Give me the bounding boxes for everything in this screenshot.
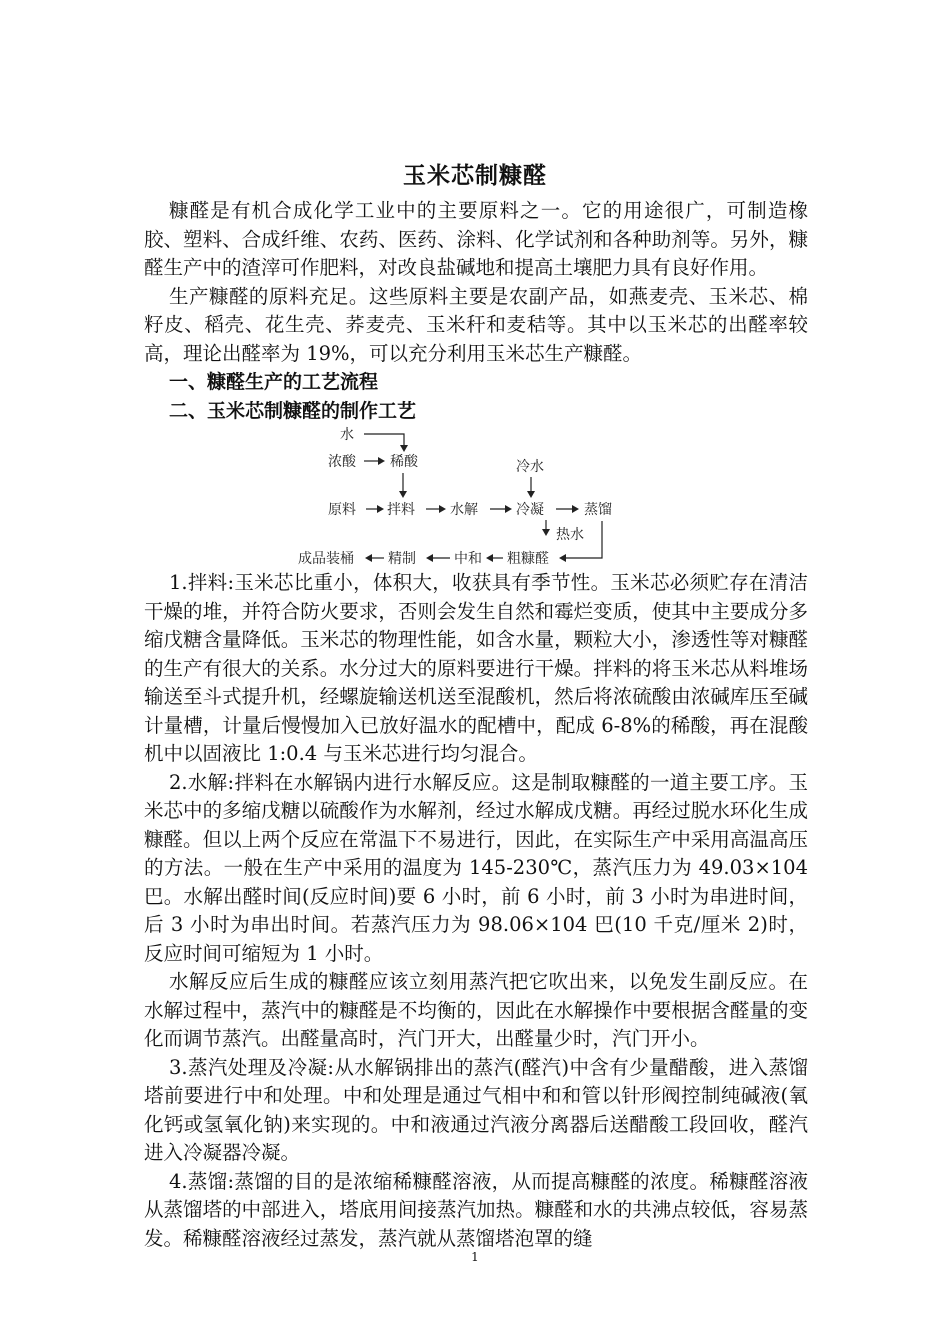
paragraph-intro-2: 生产糠醛的原料充足。这些原料主要是农副产品，如燕麦壳、玉米芯、棉籽皮、稻壳、花生壳、荞麦壳、玉米秆和麦秸等。其中以玉米芯的出醛率较高，理论出醛率为 19%，可以充分利用玉米芯生产糠醛。 bbox=[144, 284, 808, 365]
flow-node-mix: 拌料 bbox=[387, 502, 415, 518]
flow-arrowhead bbox=[559, 554, 566, 562]
flow-node-hot-water: 热水 bbox=[556, 527, 584, 543]
flow-node-hydrolysis: 水解 bbox=[450, 502, 478, 518]
flow-node-distill: 蒸馏 bbox=[584, 502, 612, 518]
flow-arrowhead bbox=[378, 457, 385, 465]
flow-arrowhead bbox=[542, 529, 550, 536]
flow-node-dilute-acid: 稀酸 bbox=[390, 454, 418, 470]
flow-node-neutralize: 中和 bbox=[454, 551, 482, 567]
flow-node-raw: 原料 bbox=[328, 502, 356, 518]
flow-arrowhead bbox=[439, 505, 446, 513]
page-number: 1 bbox=[471, 1250, 479, 1264]
paragraph-step-2-continued: 水解反应后生成的糠醛应该立刻用蒸汽把它吹出来，以免发生副反应。在水解过程中，蒸汽中的糠醛是不均衡的，因此在水解操作中要根据含醛量的变化而调节蒸汽。出醛量高时，汽门开大，出醛量少时，汽门开小。 bbox=[144, 970, 808, 1050]
flow-node-condense: 冷凝 bbox=[516, 502, 544, 518]
paragraph-step-3: 3.蒸汽处理及冷凝:从水解锅排出的蒸汽(醛汽)中含有少量醋酸，进入蒸馏塔前要进行中和处理。中和处理是通过气相中和和管以针形阀控制纯碱液(氧化钙或氢氧化钠)来实现的。中和液通过汽液分离器后送醋酸工段回收，醛汽进入冷凝器冷凝。 bbox=[144, 1055, 808, 1164]
flow-node-packaging: 成品装桶 bbox=[298, 551, 354, 567]
flow-node-cold-water: 冷水 bbox=[516, 459, 544, 475]
flow-arrowhead bbox=[572, 505, 579, 513]
paragraph-step-1: 1.拌料:玉米芯比重小，体积大，收获具有季节性。玉米芯必须贮存在清洁干燥的堆，并符合防火要求，否则会发生自然和霉烂变质，使其中主要成分多缩戊糖含量降低。玉米芯的物理性能，如含水量，颗粒大小，渗透性等对糠醛的生产有很大的关系。水分过大的原料要进行干燥。拌料的将玉米芯从料堆场输送至斗式提升机，经螺旋输送机送至混酸机，然后将浓硫酸由浓碱库压至碱计量槽，计量后慢慢加入已放好温水的配槽中，配成 6-8%的稀酸，再在混酸机中以固液比 1:0.4 与玉米芯进行均匀混合。 bbox=[144, 571, 808, 765]
flow-arrowhead bbox=[400, 445, 408, 452]
flow-node-crude: 粗糠醛 bbox=[507, 551, 549, 567]
flow-arrowhead bbox=[527, 491, 535, 498]
flow-arrowhead bbox=[377, 505, 384, 513]
paragraph-step-4: 4.蒸馏:蒸馏的目的是浓缩稀糠醛溶液，从而提高糠醛的浓度。稀糠醛溶液从蒸馏塔的中部进入，塔底用间接蒸汽加热。糠醛和水的共沸点较低，容易蒸发。稀糠醛溶液经过蒸发，蒸汽就从蒸馏塔泡罩的缝 bbox=[144, 1169, 808, 1250]
document-title: 玉米芯制糠醛 bbox=[403, 163, 547, 189]
flow-node-refine: 精制 bbox=[388, 551, 416, 567]
section-heading-2: 二、玉米芯制糠醛的制作工艺 bbox=[169, 399, 417, 422]
flow-diagram-svg bbox=[144, 425, 808, 569]
flow-arrowhead bbox=[399, 491, 407, 498]
flow-arrowhead bbox=[426, 554, 433, 562]
paragraph-step-2: 2.水解:拌料在水解锅内进行水解反应。这是制取糠醛的一道主要工序。玉米芯中的多缩戊糖以硫酸作为水解剂，经过水解成戊糖。再经过脱水环化生成糠醛。但以上两个反应在常温下不易进行，因此，在实际生产中采用高温高压的方法。一般在生产中采用的温度为 145-230℃，蒸汽压力为 49.03×104 巴。水解出醛时间(反应时间)要 6 小时，前 6 小时，前 3 小时为串进时间，后 3 小时为串出时间。若蒸汽压力为 98.06×104 巴(10 千克/厘米 2)时，反应时间可缩短为 1 小时。 bbox=[144, 770, 808, 965]
section-heading-1: 一、糠醛生产的工艺流程 bbox=[169, 371, 379, 393]
flow-arrowhead bbox=[505, 505, 512, 513]
flow-arrowhead bbox=[365, 554, 372, 562]
flow-arrow-water-line bbox=[364, 434, 404, 447]
process-flow-diagram bbox=[144, 425, 808, 569]
flow-arrowhead bbox=[486, 554, 493, 562]
document-body bbox=[144, 197, 808, 1253]
flow-node-water: 水 bbox=[340, 427, 354, 443]
paragraph-intro-1: 糠醛是有机合成化学工业中的主要原料之一。它的用途很广，可制造橡胶、塑料、合成纤维、农药、医药、涂料、化学试剂和各种助剂等。另外，糠醛生产中的渣滓可作肥料，对改良盐碱地和提高土壤肥力具有良好作用。 bbox=[144, 199, 808, 279]
flow-node-conc-acid: 浓酸 bbox=[328, 454, 356, 470]
